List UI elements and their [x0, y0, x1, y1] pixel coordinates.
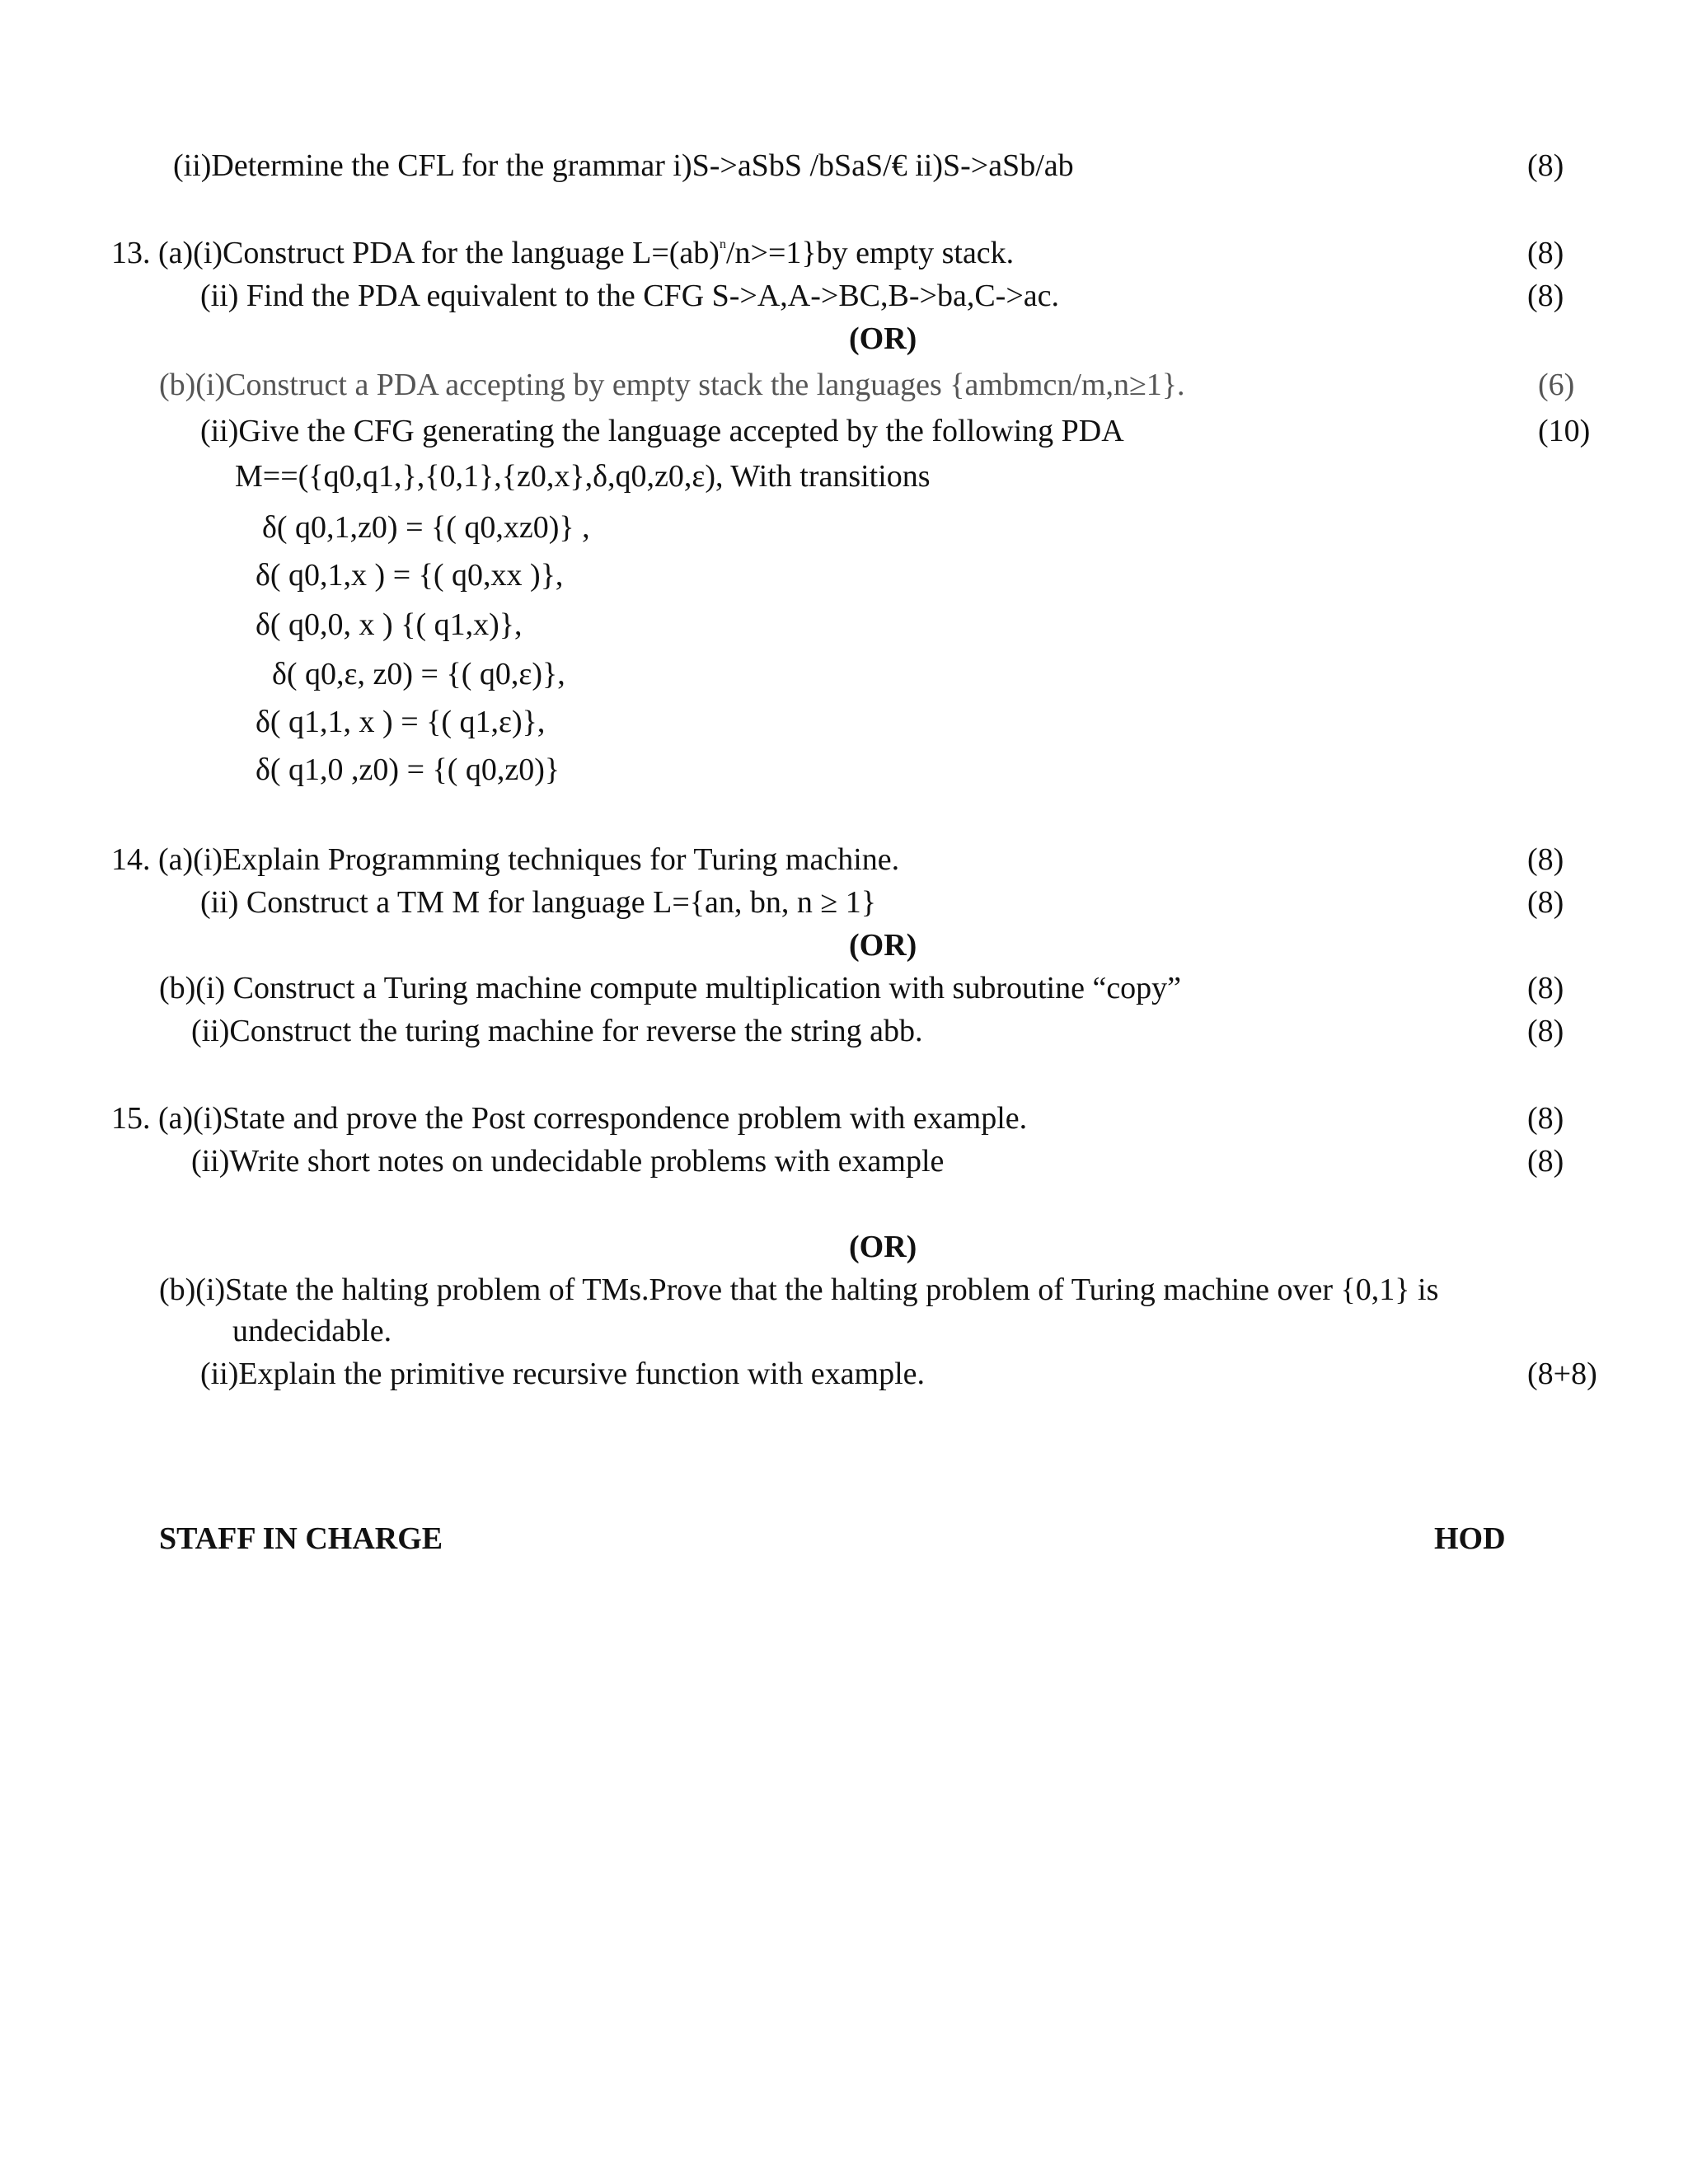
q13-a-i-marks: (8) [1527, 236, 1564, 270]
q13-b-i-marks: (6) [1538, 368, 1575, 402]
q13-transition-3: δ( q0,0, x ) {( q1,x)}, [256, 607, 523, 642]
q13-transition-2: δ( q0,1,x ) = {( q0,xx )}, [256, 558, 564, 593]
q13-transition-4: δ( q0,ε, z0) = {( q0,ε)}, [272, 657, 565, 691]
q13-b-ii-marks: (10) [1538, 414, 1591, 448]
q14-b-i-marks: (8) [1527, 971, 1564, 1005]
q15-a-i-text: 15. (a)(i)State and prove the Post correspondence problem with example. [111, 1101, 1028, 1136]
q13-transition-6: δ( q1,0 ,z0) = {( q0,z0)} [256, 752, 560, 787]
q12-b-ii-marks: (8) [1527, 148, 1564, 183]
q14-a-ii-text: (ii) Construct a TM M for language L={an, bn, n ≥ 1} [200, 885, 876, 920]
q12-b-ii-text: (ii)Determine the CFL for the grammar i)S->aSbS /bSaS/€ ii)S->aSb/ab [173, 148, 1074, 183]
q15-a-i-marks: (8) [1527, 1101, 1564, 1136]
staff-in-charge-signature-label: STAFF IN CHARGE [159, 1521, 443, 1556]
q14-a-ii-marks: (8) [1527, 885, 1564, 920]
q15-a-ii-marks: (8) [1527, 1144, 1564, 1179]
q15-b-i-text-line1: (b)(i)State the halting problem of TMs.Prove that the halting problem of Turing machine over {0,1} is [159, 1272, 1439, 1307]
q13-a-ii-text: (ii) Find the PDA equivalent to the CFG S->A,A->BC,B->ba,C->ac. [200, 279, 1059, 313]
q15-or: (OR) [849, 1230, 917, 1264]
q14-or: (OR) [849, 928, 917, 963]
q15-b-i-text-line2: undecidable. [232, 1314, 392, 1348]
q15-b-ii-text: (ii)Explain the primitive recursive function with example. [200, 1357, 926, 1391]
q14-b-ii-text: (ii)Construct the turing machine for reverse the string abb. [191, 1014, 923, 1048]
q13-b-i-text: (b)(i)Construct a PDA accepting by empty stack the languages {ambmcn/m,n≥1}. [159, 368, 1185, 402]
q13-b-ii-text: (ii)Give the CFG generating the language accepted by the following PDA [200, 414, 1124, 448]
q13-a-i-text: 13. (a)(i)Construct PDA for the language L=(ab)$^n$/n>=1}by empty stack. [111, 236, 1015, 270]
q14-b-ii-marks: (8) [1527, 1014, 1564, 1048]
q15-b-ii-marks: (8+8) [1527, 1357, 1597, 1391]
q14-b-i-text: (b)(i) Construct a Turing machine compute multiplication with subroutine “copy” [159, 971, 1182, 1005]
q13-transition-5: δ( q1,1, x ) = {( q1,ε)}, [256, 705, 546, 739]
q13-transition-1: δ( q0,1,z0) = {( q0,xz0)} , [262, 510, 590, 545]
q13-or: (OR) [849, 321, 917, 356]
hod-signature-label: HOD [1434, 1521, 1506, 1556]
q14-a-i-text: 14. (a)(i)Explain Programming techniques for Turing machine. [111, 842, 900, 877]
q13-machine-definition: M==({q0,q1,},{0,1},{z0,x},δ,q0,z0,ε), With transitions [235, 459, 931, 494]
q13-a-ii-marks: (8) [1527, 279, 1564, 313]
q15-a-ii-text: (ii)Write short notes on undecidable problems with example [191, 1144, 945, 1179]
q14-a-i-marks: (8) [1527, 842, 1564, 877]
